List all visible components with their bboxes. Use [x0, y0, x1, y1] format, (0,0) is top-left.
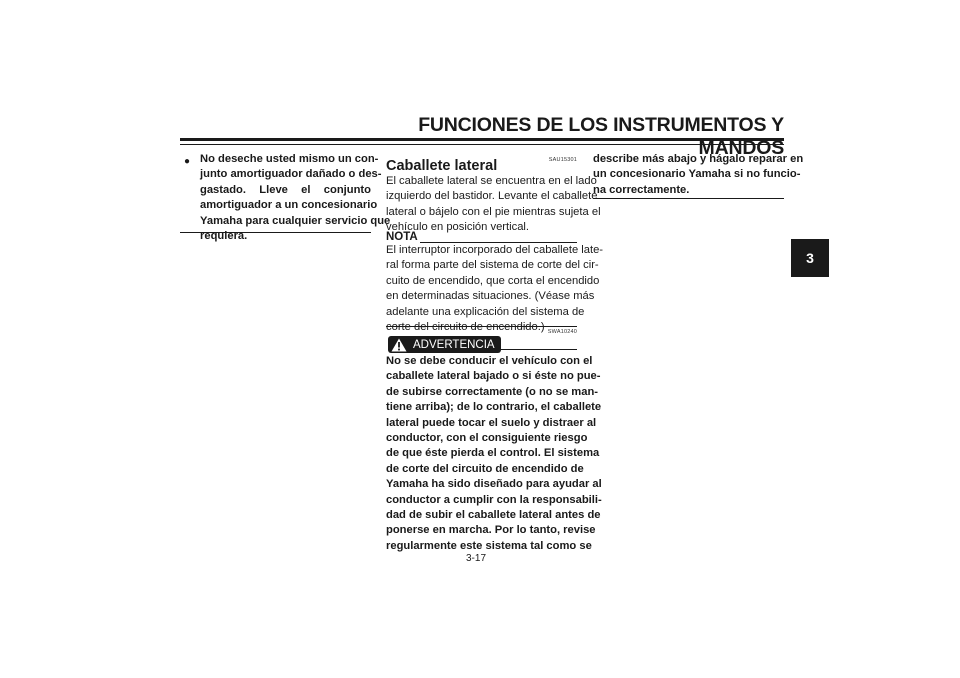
text-line: corte del circuito de encendido.) — [386, 321, 545, 334]
text-line: dad de subir el caballete lateral antes de — [386, 509, 601, 522]
text-line: adelante una explicación del sistema de — [386, 305, 585, 318]
header-rule — [180, 138, 784, 141]
section-code: SAU15301 — [548, 157, 577, 163]
text-line: cuito de encendido, que corta el encendido — [386, 274, 600, 287]
page-header-title: FUNCIONES DE LOS INSTRUMENTOS Y MANDOS — [418, 114, 784, 159]
text-line: vehículo en posición vertical. — [386, 221, 530, 234]
text-line: junto amortiguador dañado o des- — [200, 168, 382, 181]
warning-badge — [388, 336, 501, 353]
nota-end-rule — [386, 326, 577, 327]
text-line: gastado. Lleve el conjunto — [200, 183, 371, 196]
text-line: na correctamente. — [593, 183, 690, 196]
nota-body — [386, 243, 604, 335]
warning-triangle-icon — [391, 338, 407, 352]
warning-end-rule — [593, 198, 784, 199]
text-line: de que éste pierda el control. El sistema — [386, 447, 600, 460]
text-line: caballete lateral bajado o si éste no pue- — [386, 370, 601, 383]
left-warning-text — [200, 152, 391, 244]
section-title: Caballete lateral — [386, 158, 498, 174]
warning-continued-text — [593, 152, 804, 198]
nota-label: NOTA — [386, 231, 418, 243]
warning-label: ADVERTENCIA — [413, 338, 495, 351]
warning-body — [386, 354, 602, 554]
section-body — [386, 174, 601, 236]
text-line: lateral puede tocar el suelo y distraer al — [386, 416, 597, 429]
text-line: conductor a cumplir con la responsabili- — [386, 493, 602, 506]
chapter-tab: 3 — [791, 239, 829, 277]
warning-rule — [497, 349, 577, 350]
text-line: lateral o bájelo con el pie mientras sujeta el — [386, 205, 601, 218]
text-line: izquierdo del bastidor. Levante el caballete — [386, 190, 598, 203]
left-warning-end-rule — [180, 232, 371, 233]
text-line: El interruptor incorporado del caballete late- — [386, 244, 604, 256]
text-line: de corte del circuito de encendido de — [386, 462, 584, 475]
page-number: 3-17 — [466, 553, 487, 564]
text-line: describe más abajo y hágalo reparar en — [593, 153, 804, 165]
text-line: Yamaha ha sido diseñado para ayudar al — [386, 478, 602, 491]
text-line: amortiguador a un concesionario — [200, 199, 378, 212]
header-rule-thin — [180, 144, 784, 145]
warning-code: SWA10240 — [547, 329, 577, 335]
text-line: conductor, con el consiguiente riesgo — [386, 432, 588, 445]
text-line: de subirse correctamente (o no se man- — [386, 385, 599, 398]
text-line: en determinadas situaciones. (Véase más — [386, 290, 595, 303]
text-line: regularmente este sistema tal como se — [386, 539, 592, 552]
left-warning-bullet: ● — [184, 156, 191, 167]
text-line: El caballete lateral se encuentra en el lado — [386, 175, 597, 187]
text-line: ral forma parte del sistema de corte del cir- — [386, 259, 599, 272]
text-line: No deseche usted mismo un con- — [200, 153, 379, 165]
text-line: ponerse en marcha. Por lo tanto, revise — [386, 524, 596, 537]
text-line: tiene arriba); de lo contrario, el caballete — [386, 401, 602, 414]
text-line: requiera. — [200, 230, 248, 243]
text-line: Yamaha para cualquier servicio que — [200, 214, 391, 227]
text-line: No se debe conducir el vehículo con el — [386, 355, 593, 367]
text-line: un concesionario Yamaha si no funcio- — [593, 168, 801, 181]
